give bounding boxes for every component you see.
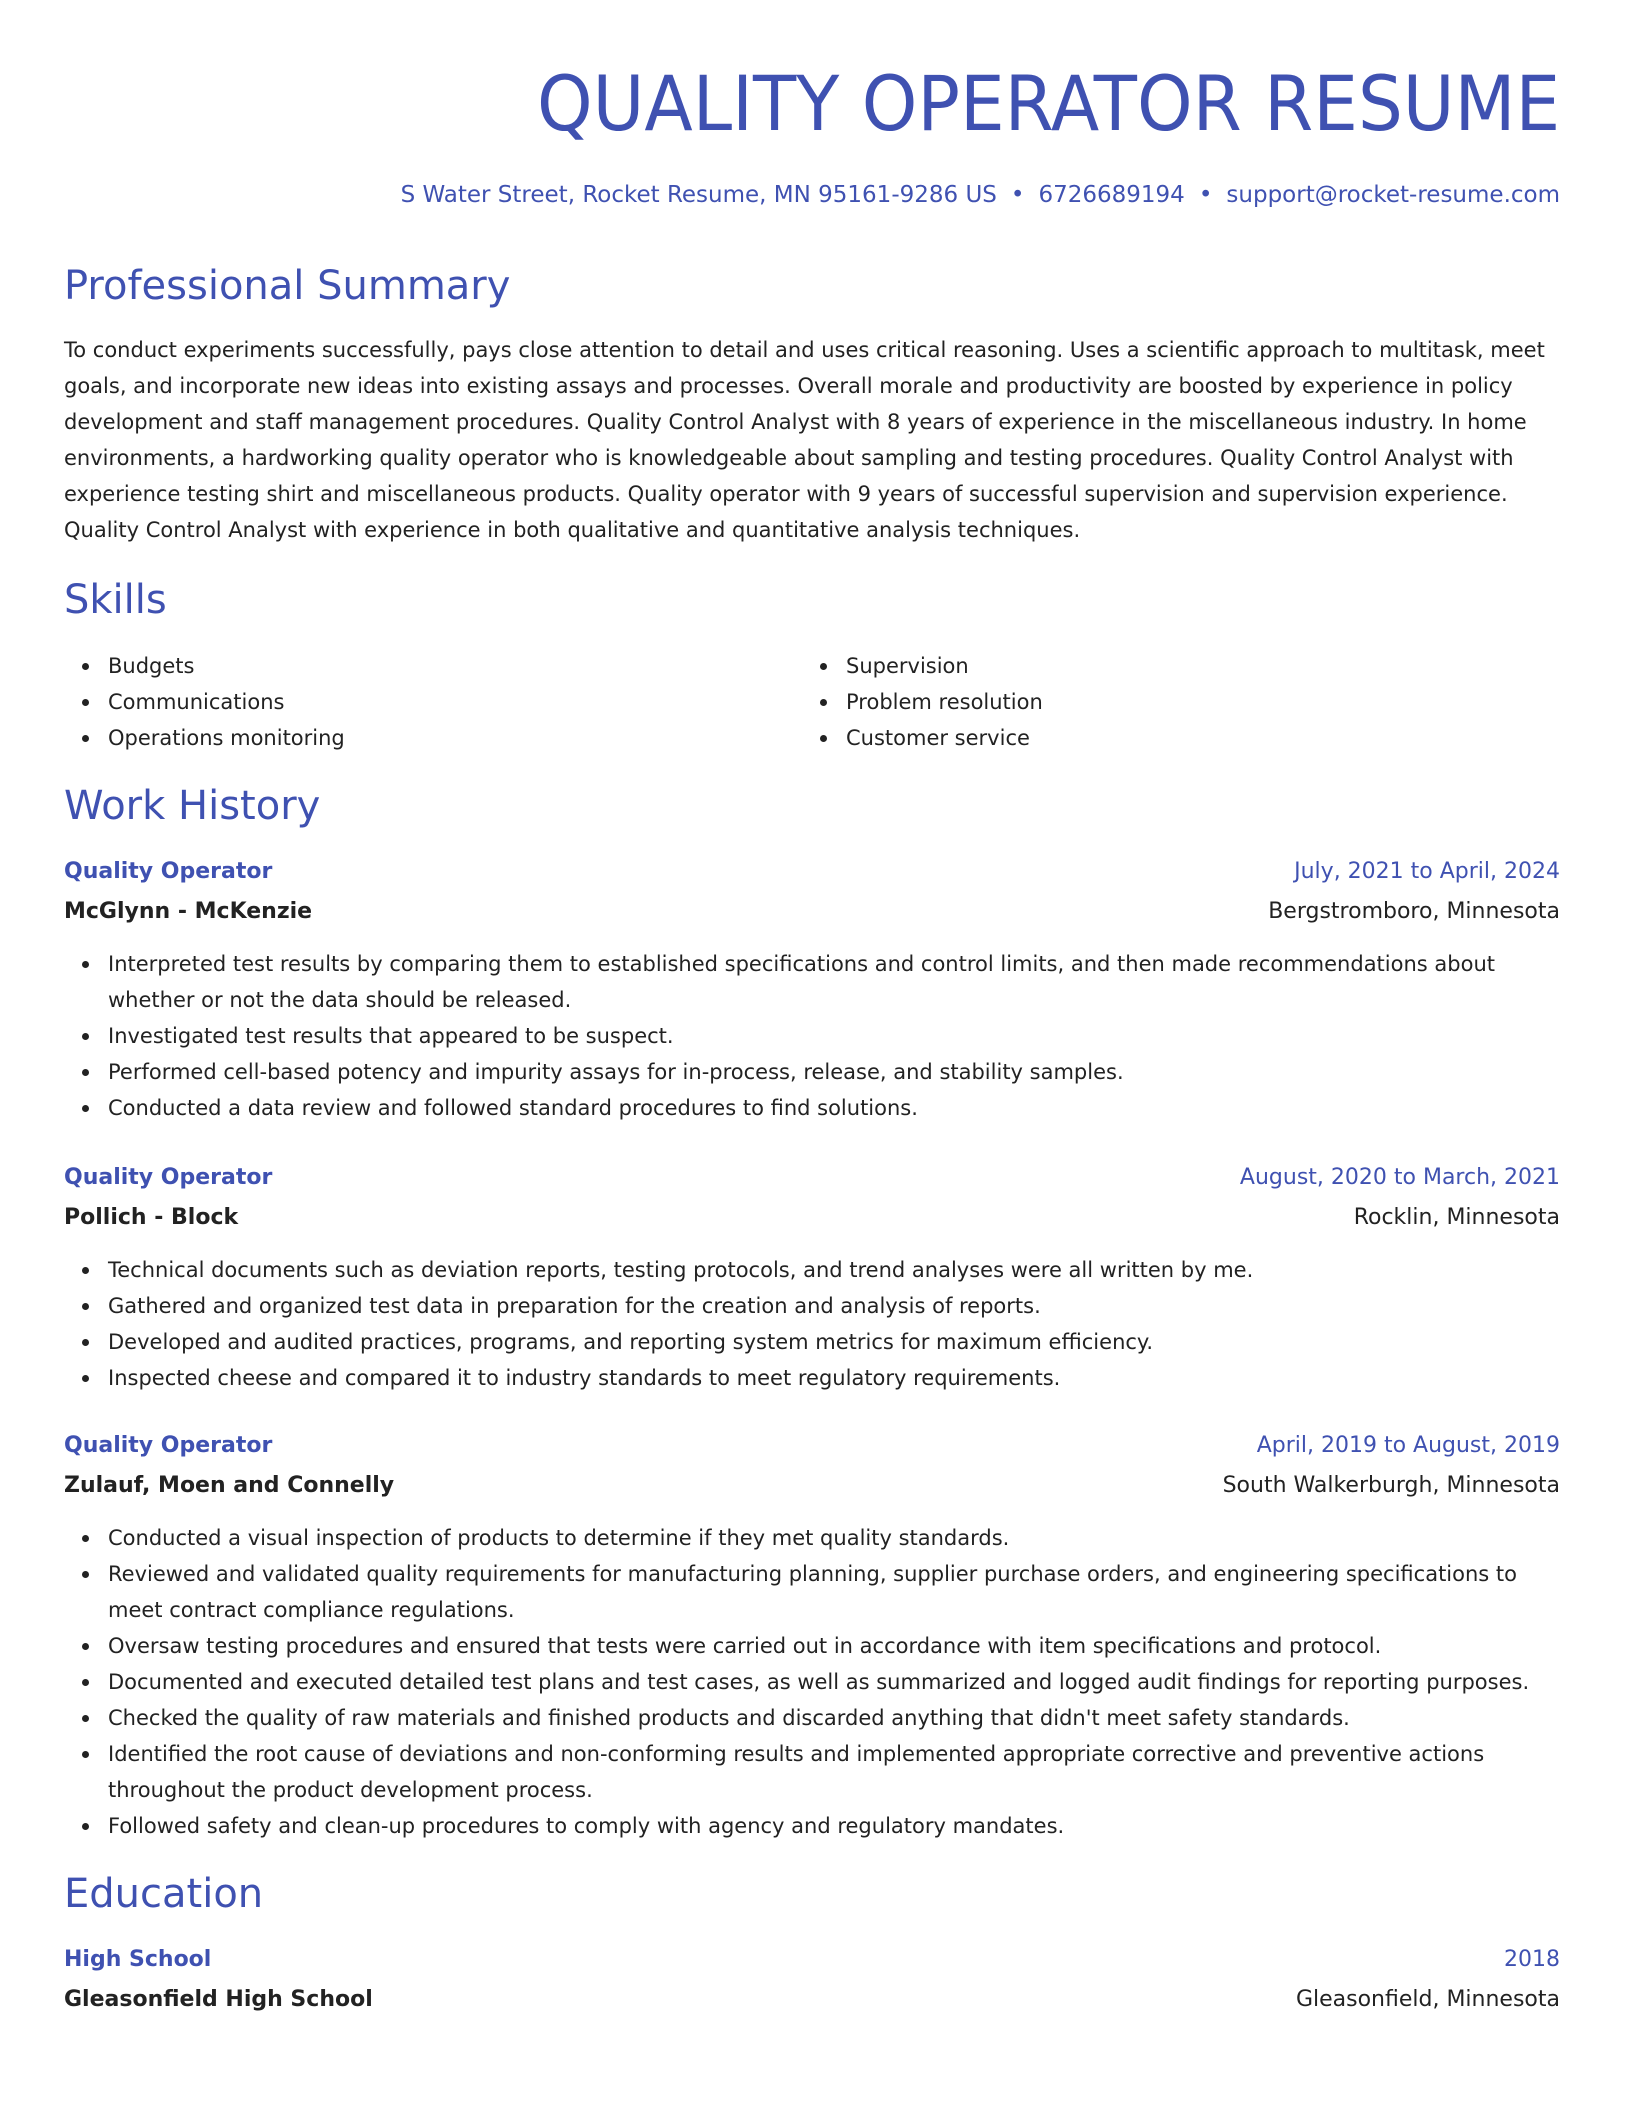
bullet-icon <box>820 699 827 706</box>
list-item <box>64 1736 1560 1808</box>
list-item <box>64 1360 1560 1396</box>
skill-item <box>64 720 784 756</box>
bullet-icon <box>82 1679 89 1686</box>
job-bullet-text: Reviewed and validated quality requirements for manufacturing planning, supplier purchase orders, and engineering specifications to meet contract compliance regulations. <box>108 1562 1517 1622</box>
job-title: Quality Operator <box>64 859 273 884</box>
contact-email[interactable]: support@rocket-resume.com <box>1226 182 1560 208</box>
job-bullet-text: Oversaw testing procedures and ensured that tests were carried out in accordance with item specifications and protocol. <box>108 1634 1382 1658</box>
skill-label: Communications <box>108 690 285 714</box>
job-bullet-list <box>64 1520 1560 1844</box>
bullet-icon <box>82 1715 89 1722</box>
education-header <box>64 1942 1560 1978</box>
contact-phone[interactable]: 6726689194 <box>1038 182 1185 208</box>
bullet-icon <box>820 735 827 742</box>
summary-text: To conduct experiments successfully, pays close attention to detail and uses critical reasoning. Uses a scientific approach to multitask, meet goals, and incorporate new ideas into existing assays and processes. Overall morale and productivity are boosted by experience in policy development and staff management procedures. Quality Control Analyst with 8 years of experience in the miscellaneous industry. In home environments, a hardworking quality operator who is knowledgeable about sampling and testing procedures. Quality Control Analyst with experience testing shirt and miscellaneous products. Quality operator with 9 years of successful supervision and supervision experience. Quality Control Analyst with experience in both qualitative and quantitative analysis techniques. <box>64 338 1545 542</box>
list-item <box>64 1018 1560 1054</box>
bullet-icon <box>82 1535 89 1542</box>
job-header <box>64 854 1560 890</box>
skills-heading: Skills <box>64 577 167 623</box>
bullet-icon <box>820 663 827 670</box>
education-heading: Education <box>64 1871 264 1917</box>
job-company: Zulauf, Moen and Connelly <box>64 1473 395 1498</box>
job-bullet-text: Interpreted test results by comparing them to established specifications and control limits, and then made recommendations about whether or not the data should be released. <box>108 952 1495 1012</box>
list-item <box>64 1252 1560 1288</box>
skill-item <box>802 648 1522 684</box>
job-bullet-text: Gathered and organized test data in preparation for the creation and analysis of reports. <box>108 1294 1041 1318</box>
list-item <box>64 1520 1560 1556</box>
bullet-icon <box>82 1751 89 1758</box>
job-employer-row <box>64 1468 1560 1504</box>
job-title: Quality Operator <box>64 1165 273 1190</box>
skill-label: Budgets <box>108 654 195 678</box>
bullet-icon <box>82 1823 89 1830</box>
list-item <box>64 1288 1560 1324</box>
skill-item <box>802 684 1522 720</box>
bullet-icon <box>82 1105 89 1112</box>
job-location: Rocklin, Minnesota <box>1353 1205 1560 1230</box>
skill-label: Operations monitoring <box>108 726 345 750</box>
list-item <box>64 1628 1560 1664</box>
bullet-icon <box>82 1033 89 1040</box>
job-employer-row <box>64 1200 1560 1236</box>
education-year: 2018 <box>1504 1947 1560 1972</box>
contact-line <box>401 178 1560 212</box>
skill-item <box>64 684 784 720</box>
bullet-icon <box>82 961 89 968</box>
skills-list-right <box>802 648 1522 756</box>
list-item <box>64 1700 1560 1736</box>
job-bullet-list <box>64 1252 1560 1396</box>
bullet-icon <box>82 1267 89 1274</box>
bullet-icon <box>82 735 89 742</box>
contact-separator: • <box>1010 182 1025 208</box>
bullet-icon <box>82 699 89 706</box>
contact-separator: • <box>1198 182 1213 208</box>
job-bullet-text: Inspected cheese and compared it to industry standards to meet regulatory requirements. <box>108 1366 1061 1390</box>
skill-label: Customer service <box>846 726 1030 750</box>
list-item <box>64 1808 1560 1844</box>
job-bullet-text: Followed safety and clean-up procedures to comply with agency and regulatory mandates. <box>108 1814 1065 1838</box>
job-bullet-list <box>64 946 1560 1126</box>
education-location: Gleasonfield, Minnesota <box>1295 1987 1560 2012</box>
job-bullet-text: Conducted a data review and followed standard procedures to find solutions. <box>108 1096 918 1120</box>
job-employer-row <box>64 894 1560 930</box>
work-history-heading: Work History <box>64 783 321 829</box>
education-degree: High School <box>64 1947 212 1972</box>
skill-label: Supervision <box>846 654 969 678</box>
job-bullet-text: Technical documents such as deviation reports, testing protocols, and trend analyses were all written by me. <box>108 1258 1254 1282</box>
bullet-icon <box>82 1303 89 1310</box>
resume-title: QUALITY OPERATOR RESUME <box>536 59 1560 148</box>
bullet-icon <box>82 1339 89 1346</box>
contact-address: S Water Street, Rocket Resume, MN 95161-9286 US <box>400 182 997 208</box>
bullet-icon <box>82 663 89 670</box>
summary-heading: Professional Summary <box>64 263 511 309</box>
job-location: Bergstromboro, Minnesota <box>1268 899 1560 924</box>
bullet-icon <box>82 1643 89 1650</box>
skill-label: Problem resolution <box>846 690 1043 714</box>
list-item <box>64 1556 1560 1628</box>
bullet-icon <box>82 1571 89 1578</box>
job-bullet-text: Investigated test results that appeared to be suspect. <box>108 1024 674 1048</box>
job-dates: April, 2019 to August, 2019 <box>1256 1433 1560 1458</box>
skills-list-left <box>64 648 784 756</box>
bullet-icon <box>82 1375 89 1382</box>
list-item <box>64 1324 1560 1360</box>
job-bullet-text: Conducted a visual inspection of products to determine if they met quality standards. <box>108 1526 1010 1550</box>
job-dates: August, 2020 to March, 2021 <box>1239 1165 1560 1190</box>
list-item <box>64 1664 1560 1700</box>
job-bullet-text: Documented and executed detailed test plans and test cases, as well as summarized and logged audit findings for reporting purposes. <box>108 1670 1530 1694</box>
job-header <box>64 1428 1560 1464</box>
job-bullet-text: Checked the quality of raw materials and finished products and discarded anything that didn't meet safety standards. <box>108 1706 1350 1730</box>
education-school-row <box>64 1982 1560 2018</box>
list-item <box>64 1054 1560 1090</box>
job-header <box>64 1160 1560 1196</box>
list-item <box>64 1090 1560 1126</box>
job-company: McGlynn - McKenzie <box>64 899 313 924</box>
job-bullet-text: Identified the root cause of deviations and non-conforming results and implemented appropriate corrective and preventive actions throughout the product development process. <box>108 1742 1485 1802</box>
skill-item <box>64 648 784 684</box>
bullet-icon <box>82 1069 89 1076</box>
job-location: South Walkerburgh, Minnesota <box>1222 1473 1560 1498</box>
list-item <box>64 946 1560 1018</box>
job-title: Quality Operator <box>64 1433 273 1458</box>
job-company: Pollich - Block <box>64 1205 239 1230</box>
job-dates: July, 2021 to April, 2024 <box>1294 859 1560 884</box>
job-bullet-text: Performed cell-based potency and impurity assays for in-process, release, and stability samples. <box>108 1060 1124 1084</box>
skill-item <box>802 720 1522 756</box>
education-school: Gleasonfield High School <box>64 1987 373 2012</box>
job-bullet-text: Developed and audited practices, programs, and reporting system metrics for maximum efficiency. <box>108 1330 1154 1354</box>
